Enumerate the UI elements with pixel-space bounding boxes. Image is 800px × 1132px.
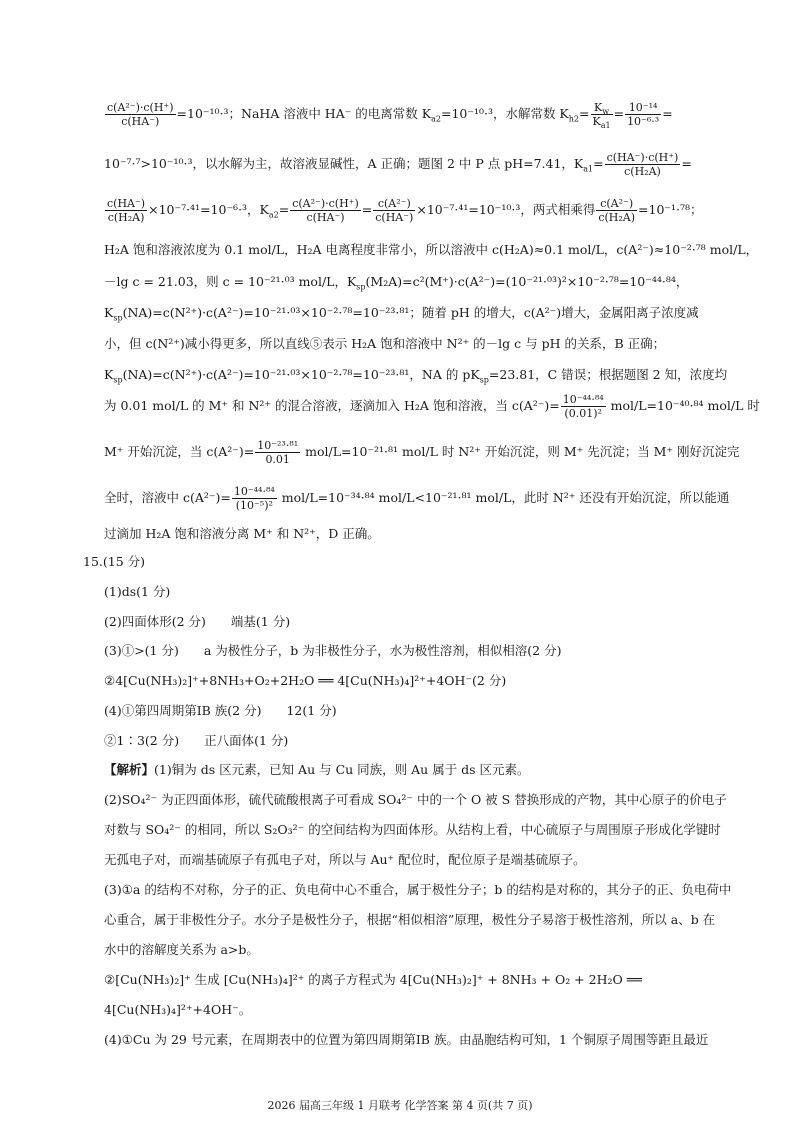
fraction: $\frac{c(HA^-)\cdot c(H^+)}{\text{c(H₂A)}}$ [606, 151, 679, 178]
analysis-1: 【解析】(1)铜为 ds 区元素，已知 Au 与 Cu 同族，则 Au 属于 ds 区元素。 [104, 762, 530, 777]
fraction: $\frac{\text{10⁻²³·⁸¹}}{0.01}$ [257, 439, 299, 466]
page-footer: 2026 届高三年级 1 月联考 化学答案 第 4 页(共 7 页) [267, 1099, 533, 1112]
analysis-9: 4[Cu(NH₃)₄]²⁺+4OH⁻。 [104, 1002, 252, 1017]
question-15: 15.(15 分) [83, 554, 146, 569]
line-1: $\frac{\text{c(A²⁻)·c(H⁺)}}{c(HA^-)}$ =10⁻¹⁰·³；NaHA 溶液中 HA⁻ 的电离常数 $K_{a2}=10^{-10}\cdot^3$，水解常数 $K_{h2}=$ $\frac{K_w}{K_{a1}}$ = $\frac{\text{10⁻¹⁴}}{\text{10⁻⁶·³}}$ = [107, 101, 673, 131]
answer-2: (2)四面体形(2 分) 端基(1 分) [104, 614, 291, 629]
answer-3b: ②4[Cu(NH₃)₂]⁺+8NH₃+O₂+2H₂O ══ 4[Cu(NH₃)₄]²⁺+4OH⁻(2 分) [104, 673, 507, 688]
line-7: 小，但 c(N²⁺)减小得更多，所以直线⑤表示 H₂A 饱和溶液中 N²⁺ 的－lg c 与 pH 的关系，B 正确； [104, 336, 666, 351]
line-4: H₂A 饱和溶液浓度为 0.1 mol/L，H₂A 电离程度非常小，所以溶液中 c(H₂A)≈0.1 mol/L，c(A²⁻)≈10⁻²·⁷⁸ mol/L， [104, 242, 759, 257]
fraction: $\frac{\text{10⁻⁴⁴·⁸⁴}}{\text{(10⁻⁵)²}}$ [233, 485, 275, 512]
line-2: 10⁻⁷·⁷>10⁻¹⁰·³，以水解为主，故溶液显碱性，A 正确；题图 2 中 P 点 pH=7.41，$K_{a1}=$ $\frac{c(HA^-)\cdot c(H^+)}{\text{c(H₂A)}}$ = [104, 151, 692, 178]
analysis-6: 心重合，属于非极性分子。水分子是极性分子，根据“相似相溶”原理，极性分子易溶于极性溶剂，所以 a、b 在 [104, 912, 716, 927]
line-8: $K_{sp}(NA)=c(N^{2+})\cdot c(A^{2-})=10^{-21}\cdot^{03}\times 10^{-2}\cdot^{78}=10^{-23}\cdot^{81}$，NA 的 $pK_{sp}=23.81$，C 错误；根据题图 2 知，浓度均 [104, 367, 728, 385]
answer-4: (4)①第四周期第ⅠB 族(2 分) 12(1 分) [104, 703, 337, 718]
fraction: $\frac{\text{c(A²⁻)·c(H⁺)}}{c(HA^-)}$ [292, 197, 359, 224]
line-12: 过滴加 H₂A 饱和溶液分离 M⁺ 和 N²⁺，D 正确。 [104, 526, 380, 541]
fraction: $\frac{\text{c(A²⁻)·c(H⁺)}}{c(HA^-)}$ [107, 101, 174, 128]
line-6: $K_{sp}(NA)=c(N^{2+})\cdot c(A^{2-})=10^{-21}\cdot^{03}\times 10^{-2}\cdot^{78}=10^{-23}\cdot^{81}$；随着 pH 的增大，c(A²⁻)增大，金属阳离子浓度减 [104, 305, 699, 323]
fraction: $\frac{\text{10⁻⁴⁴·⁸⁴}}{\text{(0.01)²}}$ [562, 393, 604, 420]
analysis-2: (2)SO₄²⁻ 为正四面体形，硫代硫酸根离子可看成 SO₄²⁻ 中的一个 O 被 S 替换形成的产物，其中心原子的价电子 [104, 792, 727, 807]
line-3: $\frac{c(HA^-)}{\text{c(H₂A)}}$ ×10⁻⁷·⁴¹=10⁻⁶·³，$K_{a2}=$ $\frac{\text{c(A²⁻)·c(H⁺)}}{c(HA^-)}$ = $\frac{\text{c(A²⁻)}}{c(HA^-)}$ ×10⁻⁷·⁴¹=10⁻¹⁰·³，两式相乘得 $\frac{\text{c(A²⁻)}}{\text{c(H₂A)}}$ =10⁻¹·⁷⁸； [107, 197, 703, 224]
answer-3: (3)①>(1 分) a 为极性分子，b 为非极性分子，水为极性溶剂，相似相溶(2 分) [104, 643, 562, 658]
analysis-10: (4)①Cu 为 29 号元素，在周期表中的位置为第四周期第ⅠB 族。由晶胞结构可知，1 个铜原子周围等距且最近 [104, 1032, 709, 1047]
analysis-7: 水中的溶解度关系为 a>b。 [104, 942, 259, 957]
line-9: 为 0.01 mol/L 的 M⁺ 和 N²⁺ 的混合溶液，逐滴加入 H₂A 饱和溶液，当 c(A²⁻)= $\frac{\text{10⁻⁴⁴·⁸⁴}}{\text{(0.01)²}}$ mol/L=10⁻⁴⁰·⁸⁴ mol/L 时 [104, 393, 760, 420]
answer-1: (1)ds(1 分) [104, 584, 171, 599]
line-5: －lg c = 21.03，则 c = 10⁻²¹·⁰³ mol/L，$K_{sp}(M_2A)=c^2(M^+)\cdot c(A^{2-})=(10^{-21}\cdot^{03})^2\times 10^{-2}\cdot^{78}=10^{-44}\cdot^{84}$， [104, 274, 689, 292]
analysis-4: 无孤电子对，而端基硫原子有孤电子对，所以与 Au⁺ 配位时，配位原子是端基硫原子。 [104, 852, 586, 867]
fraction: $\frac{K_w}{K_{a1}}$ [592, 101, 611, 131]
line-10: M⁺ 开始沉淀，当 c(A²⁻)= $\frac{\text{10⁻²³·⁸¹}}{0.01}$ mol/L=10⁻²¹·⁸¹ mol/L 时 N²⁺ 开始沉淀，则 M⁺ 先沉淀；当 M⁺ 刚好沉淀完 [104, 439, 740, 466]
line-11: 全时，溶液中 c(A²⁻)= $\frac{\text{10⁻⁴⁴·⁸⁴}}{\text{(10⁻⁵)²}}$ mol/L=10⁻³⁴·⁸⁴ mol/L<10⁻²¹·⁸¹ mol/L，此时 N²⁺ 还没有开始沉淀，所以能通 [104, 485, 730, 512]
fraction: $\frac{\text{c(A²⁻)}}{c(HA^-)}$ [375, 197, 414, 224]
analysis-5: (3)①a 的结构不对称，分子的正、负电荷中心不重合，属于极性分子；b 的结构是对称的，其分子的正、负电荷中 [104, 882, 732, 897]
fraction: $\frac{c(HA^-)}{\text{c(H₂A)}}$ [107, 197, 146, 224]
analysis-8: ②[Cu(NH₃)₂]⁺ 生成 [Cu(NH₃)₄]²⁺ 的离子方程式为 4[Cu(NH₃)₂]⁺ + 8NH₃ + O₂ + 2H₂O ══ [104, 972, 642, 987]
fraction: $\frac{\text{c(A²⁻)}}{\text{c(H₂A)}}$ [598, 197, 636, 224]
analysis-3: 对数与 SO₄²⁻ 的相同，所以 S₂O₃²⁻ 的空间结构为四面体形。从结构上看，中心硫原子与周围原子形成化学键时 [104, 822, 721, 837]
answer-4b: ②1∶3(2 分) 正八面体(1 分) [104, 733, 289, 748]
fraction: $\frac{\text{10⁻¹⁴}}{\text{10⁻⁶·³}}$ [627, 101, 660, 128]
